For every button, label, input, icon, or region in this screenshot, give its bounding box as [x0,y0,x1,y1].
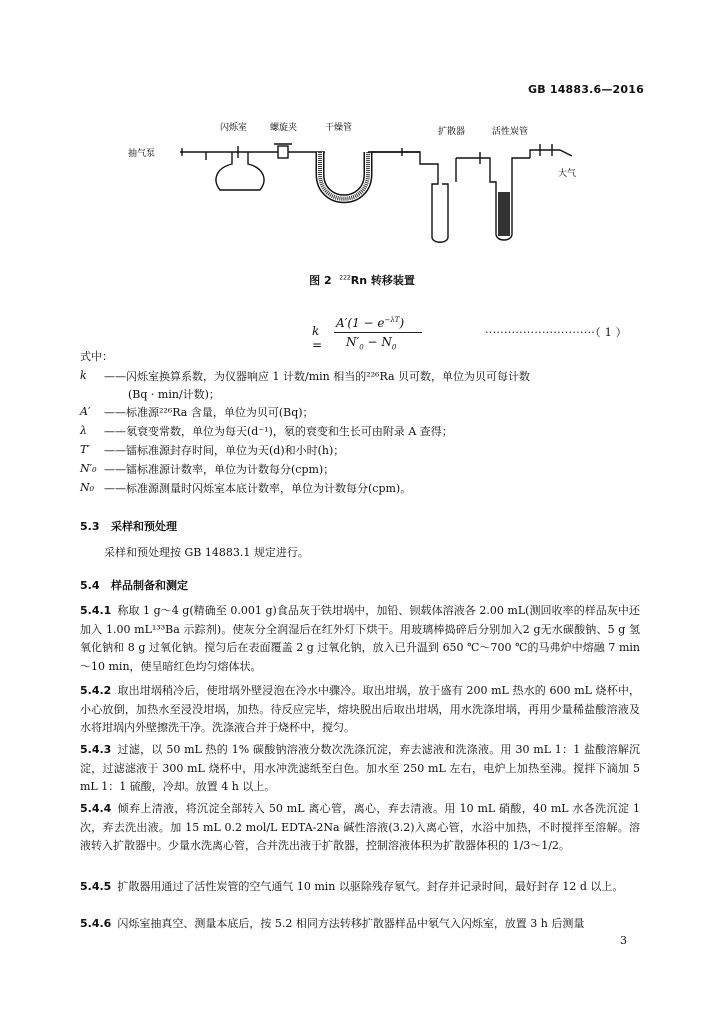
definition-text: ——闪烁室换算系数，为仪器响应 1 计数/min 相当的²²⁶Ra 贝可数，单位为贝可每计数 [104,370,531,383]
equation-number: ·····························（ 1 ） [485,326,628,339]
screw-clamp [278,146,288,158]
definition-text: ——标准源²²⁶Ra 含量，单位为贝可(Bq)； [104,406,314,419]
paragraph-text: 称取 1 g～4 g(精确至 0.001 g)食品灰于铁坩埚中，加铅、钡载体溶液各 2.00 mL(测回收率的样品灰中还加入 1.00 mL¹³³Ba 示踪剂)。使灰分全润湿后在红外灯下烘干。用玻璃棒捣碎后分别加入2 g无水碳酸钠、5 g 氢氧化钠和 8 g 过氧化钠。搅匀后在表面覆盖 2 g 过氧化钠，放入已升温到 650 ℃～700 ℃的马弗炉中熔融 7 min～10 min，使呈暗红色均匀熔体状。 [80,604,640,673]
paragraph-5-4-6 [80,915,640,934]
label-clamp: 螺旋夹 [270,123,298,133]
paragraph-text: 扩散器用通过了活性炭管的空气通气 10 min 以驱除残存氡气。封存并记录时间，最好封存 12 d 以上。 [117,880,624,893]
paragraph-number: 5.4.5 [80,880,112,893]
definition-text: (Bq · min/计数)； [128,388,220,401]
paragraph-number: 5.4.2 [80,684,112,697]
definition-text: ——镭标准源计数率，单位为计数每分(cpm)； [104,463,335,476]
paragraph-5-4-3 [80,741,640,797]
section-5-4: 5.4 样品制备和测定 [80,579,188,592]
figure-title: Rn 转移装置 [350,274,415,287]
section-5-3: 5.3 采样和预处理 [80,520,177,533]
diffuser [456,158,530,240]
formula-denominator: $N'_0 - N_0$ [346,335,397,352]
section-5-3-text: 采样和预处理按 GB 14883.1 规定进行。 [104,546,309,559]
apparatus-figure [120,112,580,262]
paragraph-number: 5.4.6 [80,917,112,930]
where-label: 式中： [80,350,113,363]
paragraph-5-4-1 [80,602,640,676]
paragraph-number: 5.4.1 [80,604,112,617]
paragraph-5-4-5 [80,878,640,897]
paragraph-text: 过滤，以 50 mL 热的 1% 碳酸钠溶液分数次洗涤沉淀，弃去滤液和洗涤液。用 30 mL 1：1 盐酸溶解沉淀，过滤滤液于 300 mL 烧杯中，用水冲洗滤纸至白色。加水至 250 mL 左右，电炉上加热至沸。搅拌下滴加 5 mL 1：1 硫酸，冷却。放置 4 h 以上。 [80,743,640,793]
definition-symbol: T′ [80,443,90,456]
definition-symbol: N′₀ [80,462,97,475]
definition-symbol: A′ [80,405,91,418]
paragraph-5-4-4 [80,800,640,856]
label-air: 大气 [558,169,577,179]
label-valve: 活性炭管 [492,127,529,137]
paragraph-number: 5.4.3 [80,743,112,756]
label-diffuser: 扩散器 [438,127,466,137]
paragraph-text: 取出坩埚稍冷后，使坩埚外壁浸泡在冷水中骤冷。取出坩埚，放于盛有 200 mL 热水的 600 mL 烧杯中，小心放倒，加热水至浸没坩埚，加热。待反应完毕，熔块脱出后取出坩埚，用水洗涤坩埚，再用少量稀盐酸溶液及水将坩埚内外壁擦洗干净。洗涤液合并于烧杯中，搅匀。 [80,684,640,734]
label-scint: 闪烁室 [220,123,248,133]
carbon-tube [530,150,560,158]
paragraph-number: 5.4.4 [80,802,112,815]
scintillation-chamber [216,152,264,190]
page-number: 3 [620,934,627,947]
formula-lhs: k = [312,324,323,352]
definition-symbol: λ [80,424,87,437]
paragraph-text: 闪烁室抽真空、测量本底后，按 5.2 相同方法转移扩散器样品中氡气入闪烁室，放置 3 h 后测量 [117,917,585,930]
paragraph-5-4-2 [80,682,640,738]
figure-isotope: 222 [339,274,351,282]
formula-numerator: $A'(1 - e^{-\lambda T})$ [336,316,405,330]
paragraph-text: 倾弃上清液，将沉淀全部转入 50 mL 离心管，离心，弃去清液。用 10 mL 硝酸，40 mL 水各洗沉淀 1 次，弃去洗出液。加 15 mL 0.2 mol/L EDTA-2Na 碱性溶液(3.2)入离心管，水浴中加热，不时搅拌至溶解。溶液转入扩散器中。少量水洗离心管，合并洗出液于扩散器，控制溶液体积为扩散器体积的 1/3～1/2。 [80,802,640,852]
standard-number: GB 14883.6—2016 [528,83,644,96]
definition-text: ——标准源测量时闪烁室本底计数率，单位为计数每分(cpm)。 [104,482,412,495]
definition-text: ——镭标准源封存时间，单位为天(d)和小时(h)； [104,444,345,457]
label-drying: 干燥管 [325,123,353,133]
definition-text: ——氡衰变常数，单位为每天(d⁻¹)，氡的衰变和生长可由附录 A 查得； [104,425,453,438]
definition-symbol: N₀ [80,481,95,494]
fraction-bar [334,332,422,333]
figure-caption [0,272,724,288]
label-pump: 抽气泵 [128,149,156,159]
figure-number: 图 2 [309,274,332,287]
definition-symbol: k [80,369,87,382]
